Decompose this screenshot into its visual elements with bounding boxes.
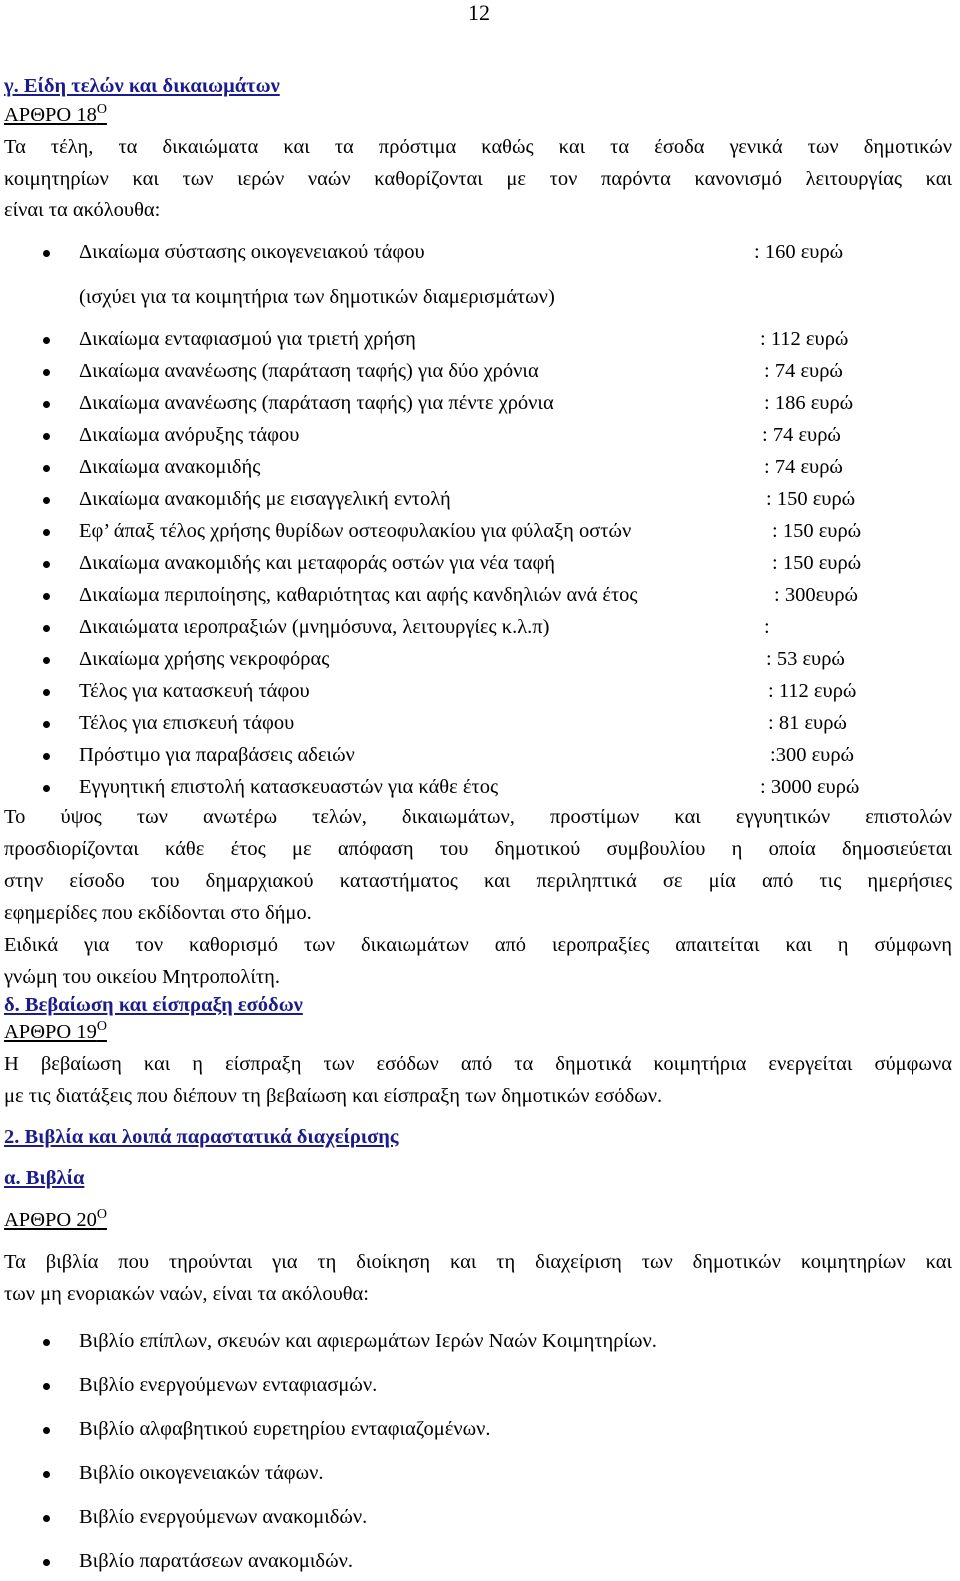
bullet-icon bbox=[43, 433, 50, 440]
page-number: 12 bbox=[468, 0, 490, 25]
fee-label: Δικαίωμα ανακομιδής με εισαγγελική εντολή bbox=[79, 488, 451, 510]
fee-amount: : 74 ευρώ bbox=[764, 456, 843, 478]
bullet-icon bbox=[43, 250, 50, 257]
bullet-icon bbox=[43, 369, 50, 376]
fee-amount: : 81 ευρώ bbox=[768, 712, 847, 734]
fee-label: Τέλος για επισκευή τάφου bbox=[79, 712, 295, 734]
bullet-icon bbox=[43, 337, 50, 344]
fee-amount: : 112 ευρώ bbox=[760, 328, 849, 350]
fee-label: Δικαίωμα ανανέωσης (παράταση ταφής) για πέντε χρόνια bbox=[79, 392, 554, 414]
fee-note: (ισχύει για τα κοιμητήρια των δημοτικών διαμερισμάτων) bbox=[79, 286, 555, 308]
books-intro-line-2: των μη ενοριακών ναών, είναι τα ακόλουθα: bbox=[4, 1283, 369, 1305]
fee-amount: : 150 ευρώ bbox=[766, 488, 856, 510]
book-item: Βιβλίο επίπλων, σκευών και αφιερωμάτων Ιερών Ναών Κοιμητηρίων. bbox=[79, 1330, 657, 1352]
fee-amount: : bbox=[764, 616, 770, 638]
closing-line-3: στην είσοδο του δημαρχιακού καταστήματος και περιληπτικά σε μία από τις ημερήσιες bbox=[4, 870, 952, 892]
bullet-icon bbox=[43, 689, 50, 696]
book-item: Βιβλίο ενεργούμενων ενταφιασμών. bbox=[79, 1374, 378, 1396]
bullet-icon bbox=[43, 753, 50, 760]
fee-label: Δικαίωμα ανακομιδής bbox=[79, 456, 261, 478]
section-heading-g: γ. Είδη τελών και δικαιωμάτων bbox=[4, 75, 280, 97]
intro-line-2: κοιμητηρίων και των ιερών ναών καθορίζονται με τον παρόντα κανονισμό λειτουργίας και bbox=[4, 168, 952, 190]
bullet-icon bbox=[43, 401, 50, 408]
fee-label: Εγγυητική επιστολή κατασκευαστών για κάθε έτος bbox=[79, 776, 499, 798]
closing-line-4: εφημερίδες που εκδίδονται στο δήμο. bbox=[4, 902, 312, 924]
bullet-icon bbox=[43, 1515, 50, 1522]
bullet-icon bbox=[43, 1383, 50, 1390]
fee-amount: : 74 ευρώ bbox=[762, 424, 841, 446]
intro-line-3: είναι τα ακόλουθα: bbox=[4, 199, 161, 221]
fee-label: Δικαίωμα ανόρυξης τάφου bbox=[79, 424, 300, 446]
books-intro-line-1: Τα βιβλία που τηρούνται για τη διοίκηση και τη διαχείριση των δημοτικών κοιμητηρίων και bbox=[4, 1251, 952, 1273]
fee-amount: :300 ευρώ bbox=[770, 744, 855, 766]
bullet-icon bbox=[43, 1471, 50, 1478]
fee-amount: : 150 ευρώ bbox=[772, 520, 862, 542]
fee-label: Δικαίωμα ενταφιασμού για τριετή χρήση bbox=[79, 328, 416, 350]
book-item: Βιβλίο οικογενειακών τάφων. bbox=[79, 1462, 324, 1484]
article-19-title bbox=[4, 1021, 107, 1044]
collection-line-1: Η βεβαίωση και η είσπραξη των εσόδων από τα δημοτικά κοιμητήρια ενεργείται σύμφωνα bbox=[4, 1053, 952, 1075]
bullet-icon bbox=[43, 529, 50, 536]
subsection-heading-books: α. Βιβλία bbox=[4, 1167, 85, 1189]
collection-line-2: με τις διατάξεις που διέπουν τη βεβαίωση και είσπραξη των δημοτικών εσόδων. bbox=[4, 1085, 663, 1107]
bullet-icon bbox=[43, 785, 50, 792]
bullet-icon bbox=[43, 561, 50, 568]
bullet-icon bbox=[43, 1427, 50, 1434]
article-19-sup: Ο bbox=[96, 1019, 107, 1034]
fee-amount: : 3000 ευρώ bbox=[760, 776, 860, 798]
fee-label: Δικαίωμα ανανέωσης (παράταση ταφής) για δύο χρόνια bbox=[79, 360, 539, 382]
bullet-icon bbox=[43, 593, 50, 600]
article-19-label: ΑΡΘΡΟ 19 bbox=[4, 1021, 97, 1043]
fee-label: Τέλος για κατασκευή τάφου bbox=[79, 680, 310, 702]
fee-amount: : 112 ευρώ bbox=[768, 680, 857, 702]
fee-amount: : 300ευρώ bbox=[774, 584, 859, 606]
fee-amount: : 74 ευρώ bbox=[764, 360, 843, 382]
article-20-title bbox=[4, 1209, 107, 1232]
article-18-title bbox=[4, 104, 107, 127]
intro-line-1: Τα τέλη, τα δικαιώματα και τα πρόστιμα καθώς και τα έσοδα γενικά των δημοτικών bbox=[4, 136, 952, 158]
fee-amount: : 186 ευρώ bbox=[764, 392, 854, 414]
bullet-icon bbox=[43, 657, 50, 664]
fee-label: Πρόστιμο για παραβάσεις αδειών bbox=[79, 744, 355, 766]
bullet-icon bbox=[43, 1339, 50, 1346]
fee-amount: : 160 ευρώ bbox=[754, 241, 844, 263]
article-20-label: ΑΡΘΡΟ 20 bbox=[4, 1209, 97, 1231]
closing-line-2: προσδιορίζονται κάθε έτος με απόφαση του δημοτικού συμβουλίου η οποία δημοσιεύεται bbox=[4, 838, 952, 860]
fee-amount: : 53 ευρώ bbox=[766, 648, 845, 670]
fee-label: Δικαίωμα χρήσης νεκροφόρας bbox=[79, 648, 330, 670]
book-item: Βιβλίο ενεργούμενων ανακομιδών. bbox=[79, 1506, 368, 1528]
special-line-1: Ειδικά για τον καθορισμό των δικαιωμάτων από ιεροπραξίες απαιτείται και η σύμφωνη bbox=[4, 934, 952, 956]
fee-amount: : 150 ευρώ bbox=[772, 552, 862, 574]
fee-label: Δικαιώματα ιεροπραξιών (μνημόσυνα, λειτουργίες κ.λ.π) bbox=[79, 616, 550, 638]
closing-line-1: Το ύψος των ανωτέρω τελών, δικαιωμάτων, προστίμων και εγγυητικών επιστολών bbox=[4, 806, 952, 828]
article-18-sup: Ο bbox=[96, 102, 107, 117]
fee-label: Εφ’ άπαξ τέλος χρήσης θυρίδων οστεοφυλακίου για φύλαξη οστών bbox=[79, 520, 632, 542]
fee-label: Δικαίωμα ανακομιδής και μεταφοράς οστών για νέα ταφή bbox=[79, 552, 556, 574]
bullet-icon bbox=[43, 1559, 50, 1566]
book-item: Βιβλίο αλφαβητικού ευρετηρίου ενταφιαζομένων. bbox=[79, 1418, 491, 1440]
bullet-icon bbox=[43, 497, 50, 504]
bullet-icon bbox=[43, 721, 50, 728]
book-item: Βιβλίο παρατάσεων ανακομιδών. bbox=[79, 1550, 353, 1572]
article-18-label: ΑΡΘΡΟ 18 bbox=[4, 104, 97, 126]
section-heading-2: 2. Βιβλία και λοιπά παραστατικά διαχείρισης bbox=[4, 1126, 399, 1148]
special-line-2: γνώμη του οικείου Μητροπολίτη. bbox=[4, 966, 280, 988]
article-20-sup: Ο bbox=[96, 1207, 107, 1222]
fee-label: Δικαίωμα περιποίησης, καθαριότητας και αφής κανδηλιών ανά έτος bbox=[79, 584, 638, 606]
bullet-icon bbox=[43, 465, 50, 472]
fee-label: Δικαίωμα σύστασης οικογενειακού τάφου bbox=[79, 241, 425, 263]
section-heading-d: δ. Βεβαίωση και είσπραξη εσόδων bbox=[4, 994, 303, 1016]
bullet-icon bbox=[43, 625, 50, 632]
